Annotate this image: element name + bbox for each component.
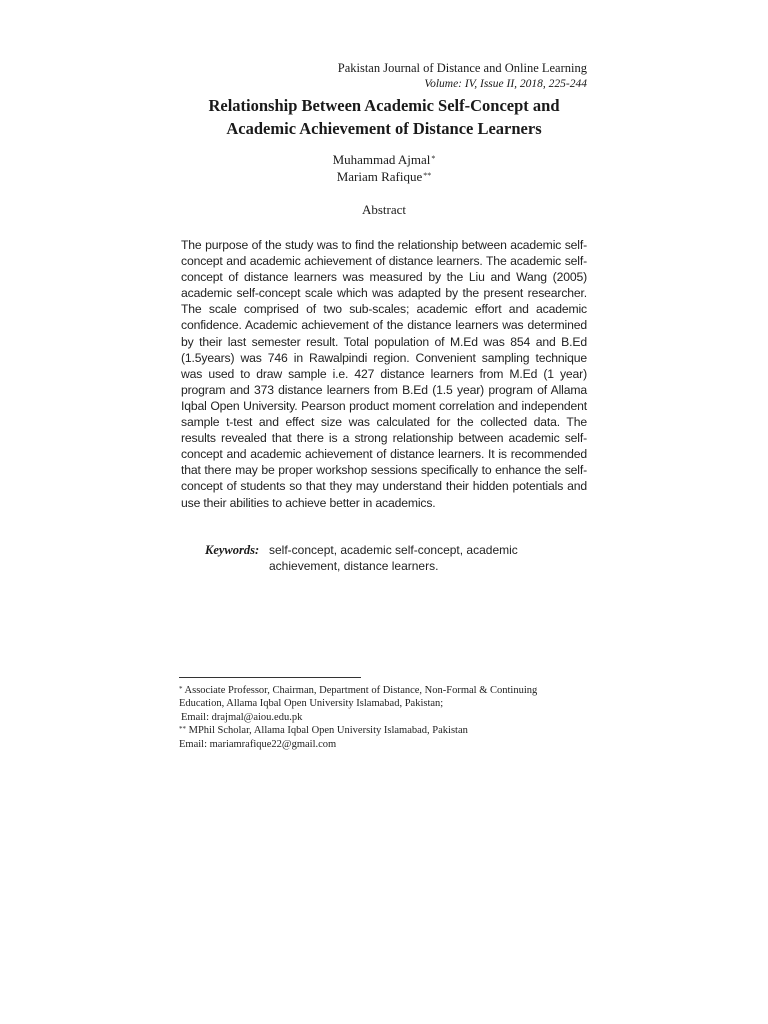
journal-name: Pakistan Journal of Distance and Online Learning xyxy=(337,61,587,75)
author-1-mark: * xyxy=(431,154,436,163)
volume-issue: Volume: IV, Issue II, 2018, 225-244 xyxy=(424,78,587,90)
footnote-1-email: Email: drajmal@aiou.edu.pk xyxy=(181,711,303,723)
paper-title xyxy=(120,94,648,140)
footnote-2-line-1: ** MPhil Scholar, Allama Iqbal Open University Islamabad, Pakistan xyxy=(179,725,468,737)
author-1-name: Muhammad Ajmal xyxy=(332,152,431,167)
footnote-2-email: Email: mariamrafique22@gmail.com xyxy=(179,738,337,750)
title-line-1: Relationship Between Academic Self-Concept and xyxy=(208,96,560,115)
author-1 xyxy=(0,151,768,168)
keywords-block xyxy=(205,542,565,574)
footnote-1-line-1: * Associate Professor, Chairman, Department of Distance, Non-Formal & Continuing xyxy=(179,685,538,696)
keywords-text: self-concept, academic self-concept, academic achievement, distance learners. xyxy=(269,543,518,573)
title-line-2: Academic Achievement of Distance Learners xyxy=(226,119,542,138)
author-2 xyxy=(0,168,768,185)
footnote-1-mark: * xyxy=(179,685,183,693)
author-2-mark: ** xyxy=(423,171,432,180)
author-2-name: Mariam Rafique xyxy=(336,169,423,184)
abstract-body: The purpose of the study was to find the relationship between academic self-concept and academic achievement of distance learners. The academic self-concept of distance learners was measured by the Liu and Wang (2005) academic self-concept scale which was adapted by the present researcher. The scale comprised of two sub-scales; academic effort and academic confidence. Academic achievement of the distance learners was determined by their last semester result. Total population of M.Ed was 854 and B.Ed (1.5years) was 746 in Rawalpindi region. Convenient sampling technique was used to draw sample i.e. 427 distance learners from M.Ed (1 year) program and 373 distance learners from B.Ed (1.5 year) program of Allama Iqbal Open University. Pearson product moment correlation and independent sample t-test and effect size was calculated for the collected data. The results revealed that there is a strong relationship between academic self-concept and academic achievement of distance learners. It is recommended that there may be proper workshop sessions specifically to enhance the self-concept of students so that they may understand their hidden potentials and use their abilities to achieve better in academics. xyxy=(181,238,587,510)
author-list xyxy=(0,151,768,185)
journal-header xyxy=(338,60,587,92)
footnote-1-line-2: Education, Allama Iqbal Open University Islamabad, Pakistan; xyxy=(179,698,444,710)
footnotes xyxy=(179,684,599,751)
footnote-divider xyxy=(179,677,361,678)
keywords-label: Keywords: xyxy=(205,543,260,557)
footnote-2-mark: ** xyxy=(179,725,186,734)
abstract-heading: Abstract xyxy=(361,202,407,217)
